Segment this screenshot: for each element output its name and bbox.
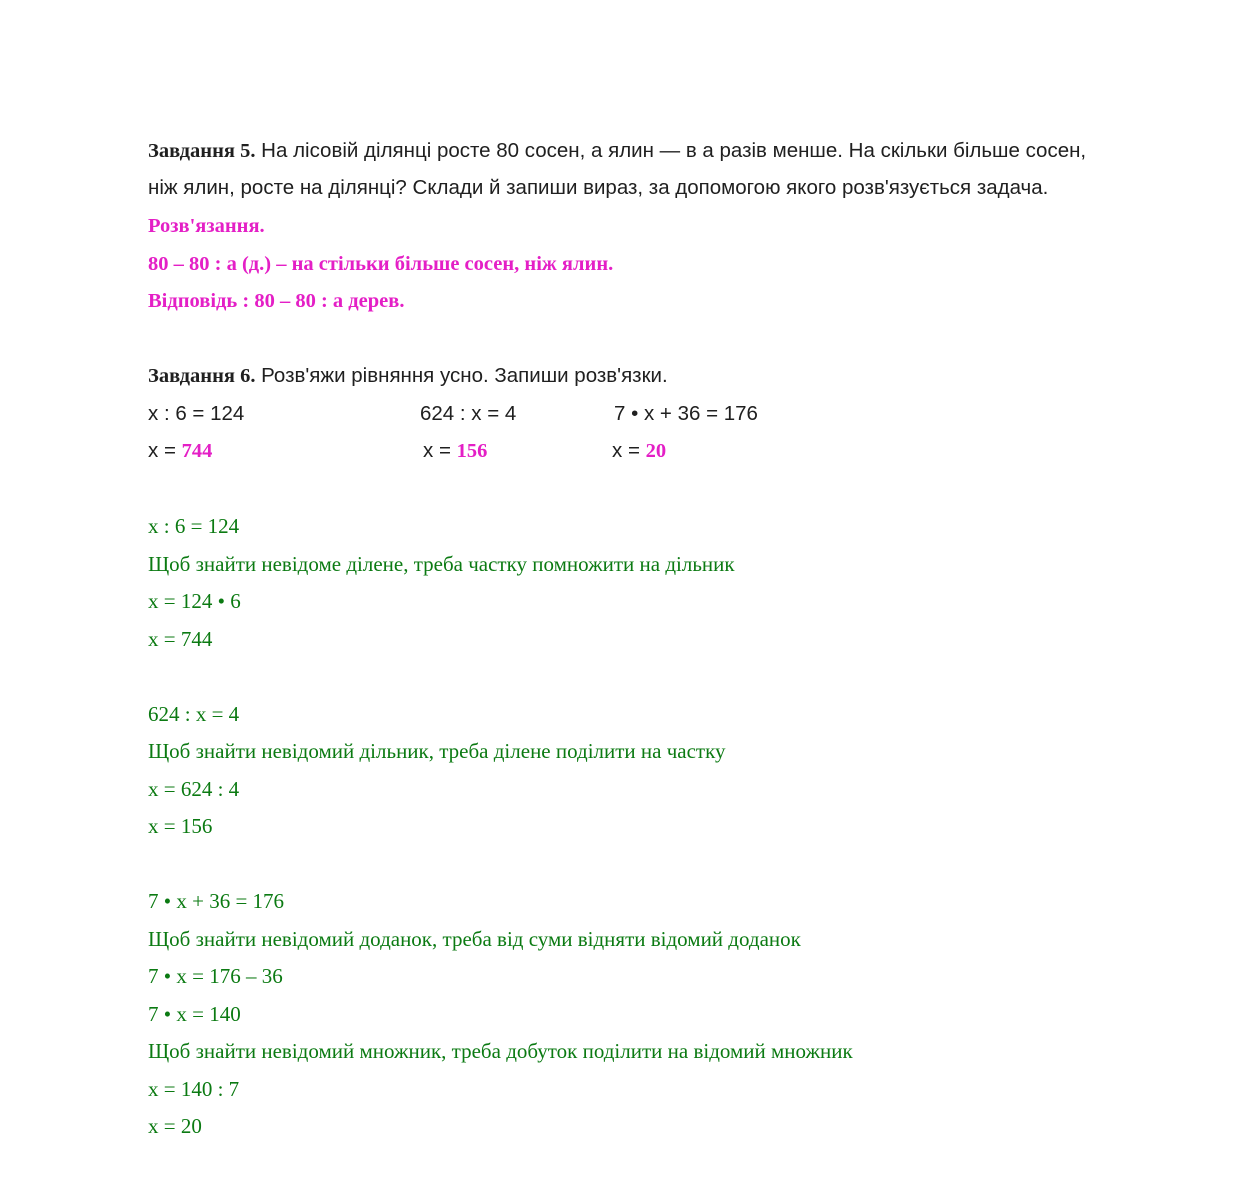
answer-3-prefix: х = (612, 439, 646, 462)
answer-2 (423, 439, 487, 463)
explanation-2-step1: х = 624 : 4 (148, 777, 240, 801)
task5-answer: Відповідь : 80 – 80 : а дерев. (148, 290, 405, 312)
answer-3-value: 20 (645, 440, 667, 462)
equation-2: 624 : х = 4 (420, 402, 517, 425)
task5-solution-expression: 80 – 80 : а (д.) – на стільки більше сосен, ніж ялин. (148, 253, 614, 275)
answer-2-value: 156 (456, 440, 488, 462)
task5-label: Завдання 5. (148, 140, 256, 162)
task6-text: Розв'яжи рівняння усно. Запиши розв'язки. (255, 364, 668, 387)
explanation-2-title: 624 : х = 4 (148, 702, 240, 726)
equation-1: х : 6 = 124 (148, 402, 245, 425)
explanation-3-step4: х = 20 (148, 1114, 202, 1138)
answer-2-prefix: х = (423, 439, 457, 462)
answer-1-value: 744 (181, 440, 213, 462)
task5-solution-label: Розв'язання. (148, 215, 265, 237)
explanation-2-step2: х = 156 (148, 814, 213, 838)
explanation-3-rule1: Щоб знайти невідомий доданок, треба від суми відняти відомий доданок (148, 927, 801, 951)
equation-3: 7 • х + 36 = 176 (614, 402, 758, 425)
explanation-1-step2: х = 744 (148, 627, 213, 651)
explanation-3-step1: 7 • х = 176 – 36 (148, 964, 283, 988)
explanation-3-step2: 7 • х = 140 (148, 1002, 241, 1026)
explanation-3-step3: х = 140 : 7 (148, 1077, 240, 1101)
explanation-1-rule: Щоб знайти невідоме ділене, треба частку помножити на дільник (148, 552, 735, 576)
explanation-3-rule2: Щоб знайти невідомий множник, треба добуток поділити на відомий множник (148, 1039, 853, 1063)
explanation-2-rule: Щоб знайти невідомий дільник, треба ділене поділити на частку (148, 739, 726, 763)
task5-text-1: На лісовій ділянці росте 80 сосен, а ялин — в а разів менше. На скільки більше сосен, (255, 139, 1087, 162)
task5-statement-line2: ніж ялин, росте на ділянці? Склади й запиши вираз, за допомогою якого розв'язується задача. (148, 176, 1049, 199)
task6-label: Завдання 6. (148, 365, 256, 387)
answer-1-prefix: х = (148, 439, 182, 462)
task5-statement-line1 (148, 139, 1086, 163)
task6-statement (148, 364, 668, 388)
answer-1 (148, 439, 212, 463)
explanation-1-step1: х = 124 • 6 (148, 589, 241, 613)
explanation-1-title: х : 6 = 124 (148, 514, 240, 538)
answer-3 (612, 439, 666, 463)
explanation-3-title: 7 • х + 36 = 176 (148, 889, 285, 913)
